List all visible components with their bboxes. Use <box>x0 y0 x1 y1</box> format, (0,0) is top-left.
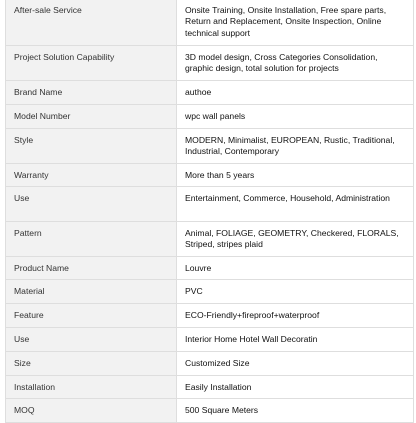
table-row <box>6 222 414 257</box>
table-row <box>6 80 414 104</box>
attribute-value: Interior Home Hotel Wall Decoratin <box>177 327 414 351</box>
attribute-value: ECO-Friendly+fireproof+waterproof <box>177 304 414 327</box>
attribute-name: Warranty <box>6 163 177 186</box>
attribute-value: Onsite Training, Onsite Installation, Free spare parts, Return and Replacement, Onsite Inspection, Online technical support <box>177 0 414 46</box>
attribute-name: MOQ <box>6 399 177 423</box>
table-row <box>6 351 414 375</box>
attribute-name: Installation <box>6 375 177 398</box>
table-row <box>6 304 414 327</box>
table-row <box>6 327 414 351</box>
attribute-value: Louvre <box>177 257 414 280</box>
attribute-name: Brand Name <box>6 80 177 104</box>
attribute-value: wpc wall panels <box>177 104 414 128</box>
attribute-value: Easily Installation <box>177 375 414 398</box>
product-attributes-table <box>5 0 414 423</box>
attribute-value: More than 5 years <box>177 163 414 186</box>
attribute-name: Model Number <box>6 104 177 128</box>
attribute-value: PVC <box>177 280 414 304</box>
attribute-name: Style <box>6 128 177 163</box>
attribute-name: Use <box>6 327 177 351</box>
attribute-name: Size <box>6 351 177 375</box>
table-row <box>6 0 414 46</box>
table-row <box>6 399 414 423</box>
attribute-value: MODERN, Minimalist, EUROPEAN, Rustic, Traditional, Industrial, Contemporary <box>177 128 414 163</box>
attribute-name: Feature <box>6 304 177 327</box>
attribute-value: Animal, FOLIAGE, GEOMETRY, Checkered, FLORALS, Striped, stripes plaid <box>177 222 414 257</box>
table-row <box>6 104 414 128</box>
attribute-name: Product Name <box>6 257 177 280</box>
attribute-value: 500 Square Meters <box>177 399 414 423</box>
attribute-name: Material <box>6 280 177 304</box>
attribute-name: Use <box>6 187 177 222</box>
table-row <box>6 280 414 304</box>
table-row <box>6 257 414 280</box>
attribute-name: Pattern <box>6 222 177 257</box>
attribute-value: 3D model design, Cross Categories Consolidation, graphic design, total solution for projects <box>177 46 414 81</box>
attribute-value: Customized Size <box>177 351 414 375</box>
table-row <box>6 128 414 163</box>
table-row <box>6 46 414 81</box>
table-row <box>6 375 414 398</box>
attribute-name: After-sale Service <box>6 0 177 46</box>
table-row <box>6 163 414 186</box>
attribute-name: Project Solution Capability <box>6 46 177 81</box>
table-row <box>6 187 414 222</box>
attribute-value: Entertainment, Commerce, Household, Administration <box>177 187 414 222</box>
attribute-value: authoe <box>177 80 414 104</box>
